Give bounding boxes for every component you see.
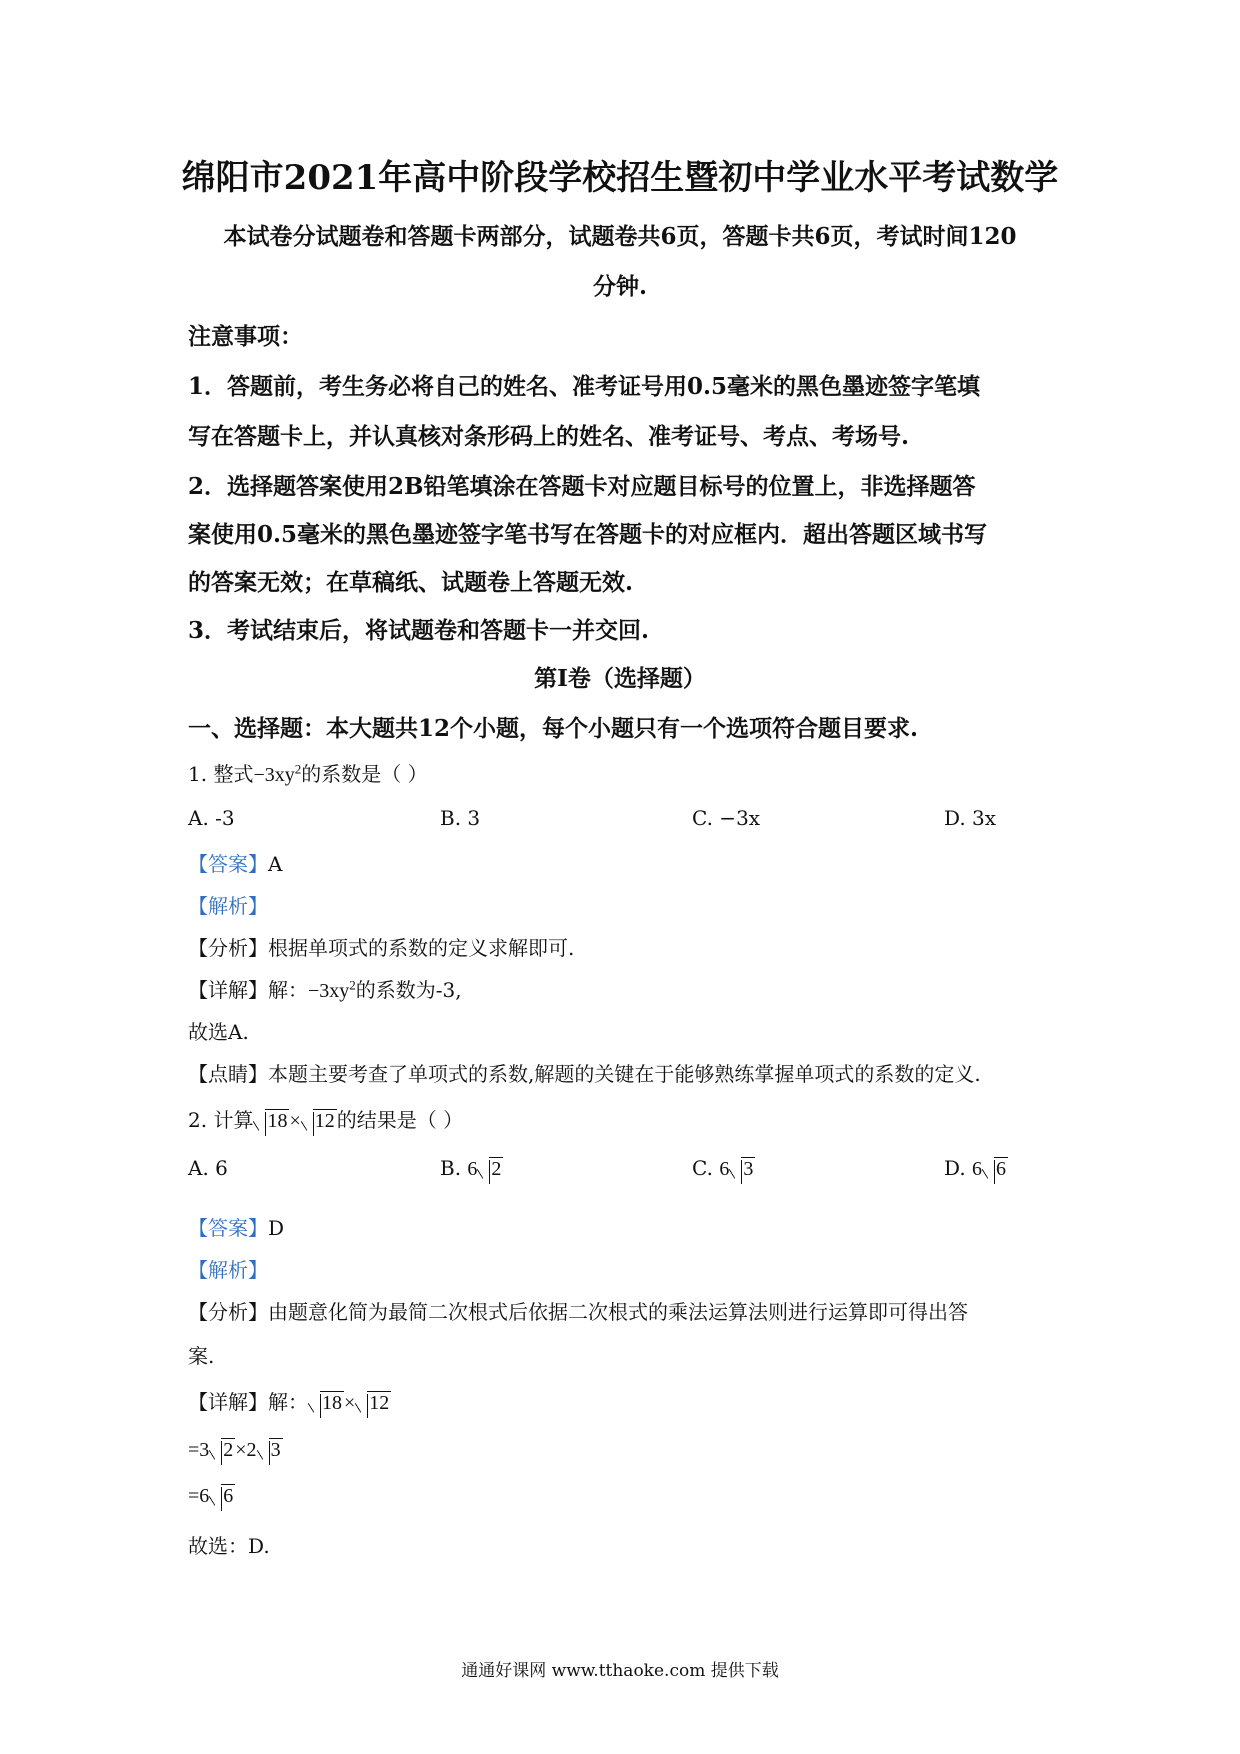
q2-answer-value: D (268, 1216, 285, 1240)
notice-line: 3．考试结束后，将试题卷和答题卡一并交回. (188, 617, 650, 644)
notice-line: 案使用0.5毫米的黑色墨迹签字笔书写在答题卡的对应框内．超出答题区域书写 (188, 521, 988, 548)
q2-stem (188, 1104, 463, 1133)
sqrt-symbol (209, 1484, 235, 1508)
page-title: 绵阳市2021年高中阶段学校招生暨初中学业水平考试数学 (181, 158, 1059, 198)
q1-answer-value: A (268, 852, 283, 876)
q2-step-2-rad: 6 (223, 1485, 234, 1507)
q2-option-c-rad: 3 (743, 1158, 754, 1180)
q2-answer (188, 1212, 284, 1241)
q2-times: × (289, 1110, 301, 1132)
q1-detail-expr (308, 977, 356, 1002)
q2-stem-suffix: 的结果是（ ） (336, 1108, 464, 1132)
q1-stem-prefix: 1. 整式 (188, 762, 254, 786)
intro-line-2: 分钟. (592, 273, 647, 300)
q2-option-a: A. 6 (188, 1156, 228, 1180)
page-footer[interactable]: 通通好课网 www.tthaoke.com 提供下载 (461, 1661, 779, 1681)
q2-fenxi-line-2: 案. (188, 1344, 215, 1368)
sqrt-symbol (982, 1157, 1008, 1181)
q2-option-c-coef: 6 (719, 1158, 730, 1180)
q1-stem-suffix: 的系数是（ ） (301, 762, 428, 786)
q1-option-a: A. -3 (188, 806, 235, 830)
q1-fenxi: 【分析】根据单项式的系数的定义求解即可. (188, 936, 575, 960)
sqrt-symbol (253, 1109, 289, 1133)
q2-option-d-rad: 6 (996, 1158, 1007, 1180)
q1-detail-prefix: 【详解】解： (188, 978, 308, 1002)
q2-detail-radicand-2: 12 (369, 1392, 390, 1414)
q2-option-d-label: D. (944, 1156, 973, 1180)
q1-dianjing: 【点睛】本题主要考查了单项式的系数,解题的关键在于能够熟练掌握单项式的系数的定义. (188, 1062, 981, 1086)
q1-conclude: 故选A. (188, 1020, 249, 1044)
q1-option-c: C. −3x (692, 806, 761, 830)
q1-expr-base: −3xy (253, 764, 295, 786)
q2-detail-radicand-1: 18 (322, 1392, 342, 1414)
notice-line: 2．选择题答案使用2B铅笔填涂在答题卡对应题目标号的位置上，非选择题答 (188, 473, 976, 500)
q2-detail (188, 1386, 391, 1415)
sqrt-symbol (308, 1391, 344, 1415)
q2-option-b-coef: 6 (467, 1158, 478, 1180)
notice-line: 写在答题卡上，并认真核对条形码上的姓名、准考证号、考点、考场号. (188, 423, 910, 450)
q2-step-1-rad-1: 2 (223, 1439, 234, 1461)
q2-option-b-label: B. (440, 1156, 468, 1180)
sqrt-symbol (209, 1438, 235, 1462)
sqrt-symbol (257, 1438, 283, 1462)
sqrt-symbol (729, 1157, 755, 1181)
q2-step-2 (188, 1484, 235, 1508)
q1-answer-tag: 【答案】 (188, 852, 268, 876)
part-title: 第Ⅰ卷（选择题） (534, 665, 706, 692)
sqrt-symbol (301, 1109, 337, 1133)
sqrt-symbol (355, 1391, 391, 1415)
sqrt-symbol (477, 1157, 503, 1181)
q2-conclude: 故选：D. (188, 1534, 270, 1558)
q2-detail-times: × (344, 1392, 356, 1414)
q2-analysis-tag: 【解析】 (188, 1258, 268, 1282)
notice-heading: 注意事项： (188, 323, 303, 350)
q2-option-c-label: C. (692, 1156, 720, 1180)
q1-expr (253, 761, 302, 786)
q1-option-b: B. 3 (440, 806, 481, 830)
q1-detail-suffix: 的系数为-3, (355, 978, 462, 1002)
q2-radicand-1: 18 (267, 1110, 288, 1132)
section-title: 一、选择题：本大题共12个小题，每个小题只有一个选项符合题目要求. (188, 715, 919, 742)
q1-detail-expr-base: −3xy (308, 980, 350, 1002)
q2-option-d (944, 1156, 1008, 1181)
q2-step-1-eq: =3 (188, 1439, 210, 1461)
q2-option-d-coef: 6 (972, 1158, 983, 1180)
q1-expr-sup: 2 (294, 761, 302, 777)
q2-fenxi-line-1: 【分析】由题意化简为最简二次根式后依据二次根式的乘法运算法则进行运算即可得出答 (188, 1300, 968, 1324)
intro-line-1: 本试卷分试题卷和答题卡两部分，试题卷共6页，答题卡共6页，考试时间120 (223, 223, 1017, 250)
q2-step-1-mid: ×2 (235, 1439, 257, 1461)
q1-answer (188, 848, 282, 877)
q2-answer-tag: 【答案】 (188, 1216, 268, 1240)
q1-option-d: D. 3x (944, 806, 997, 830)
q2-option-b (440, 1156, 503, 1181)
q2-step-2-eq: =6 (188, 1485, 210, 1507)
q1-detail (188, 974, 462, 1003)
q1-stem (188, 758, 428, 787)
q2-step-1-rad-2: 3 (270, 1439, 281, 1461)
q1-analysis-tag: 【解析】 (188, 894, 268, 918)
notice-line: 1．答题前，考生务必将自己的姓名、准考证号用0.5毫米的黑色墨迹签字笔填 (188, 373, 981, 400)
q2-detail-prefix: 【详解】解： (188, 1390, 308, 1414)
q1-detail-expr-sup: 2 (349, 977, 356, 993)
notice-line: 的答案无效；在草稿纸、试题卷上答题无效. (188, 569, 634, 596)
q2-stem-prefix: 2. 计算 (188, 1108, 254, 1132)
q2-step-1 (188, 1438, 283, 1462)
q2-radicand-2: 12 (314, 1110, 335, 1132)
q2-option-b-rad: 2 (491, 1158, 502, 1180)
q2-option-c (692, 1156, 755, 1181)
